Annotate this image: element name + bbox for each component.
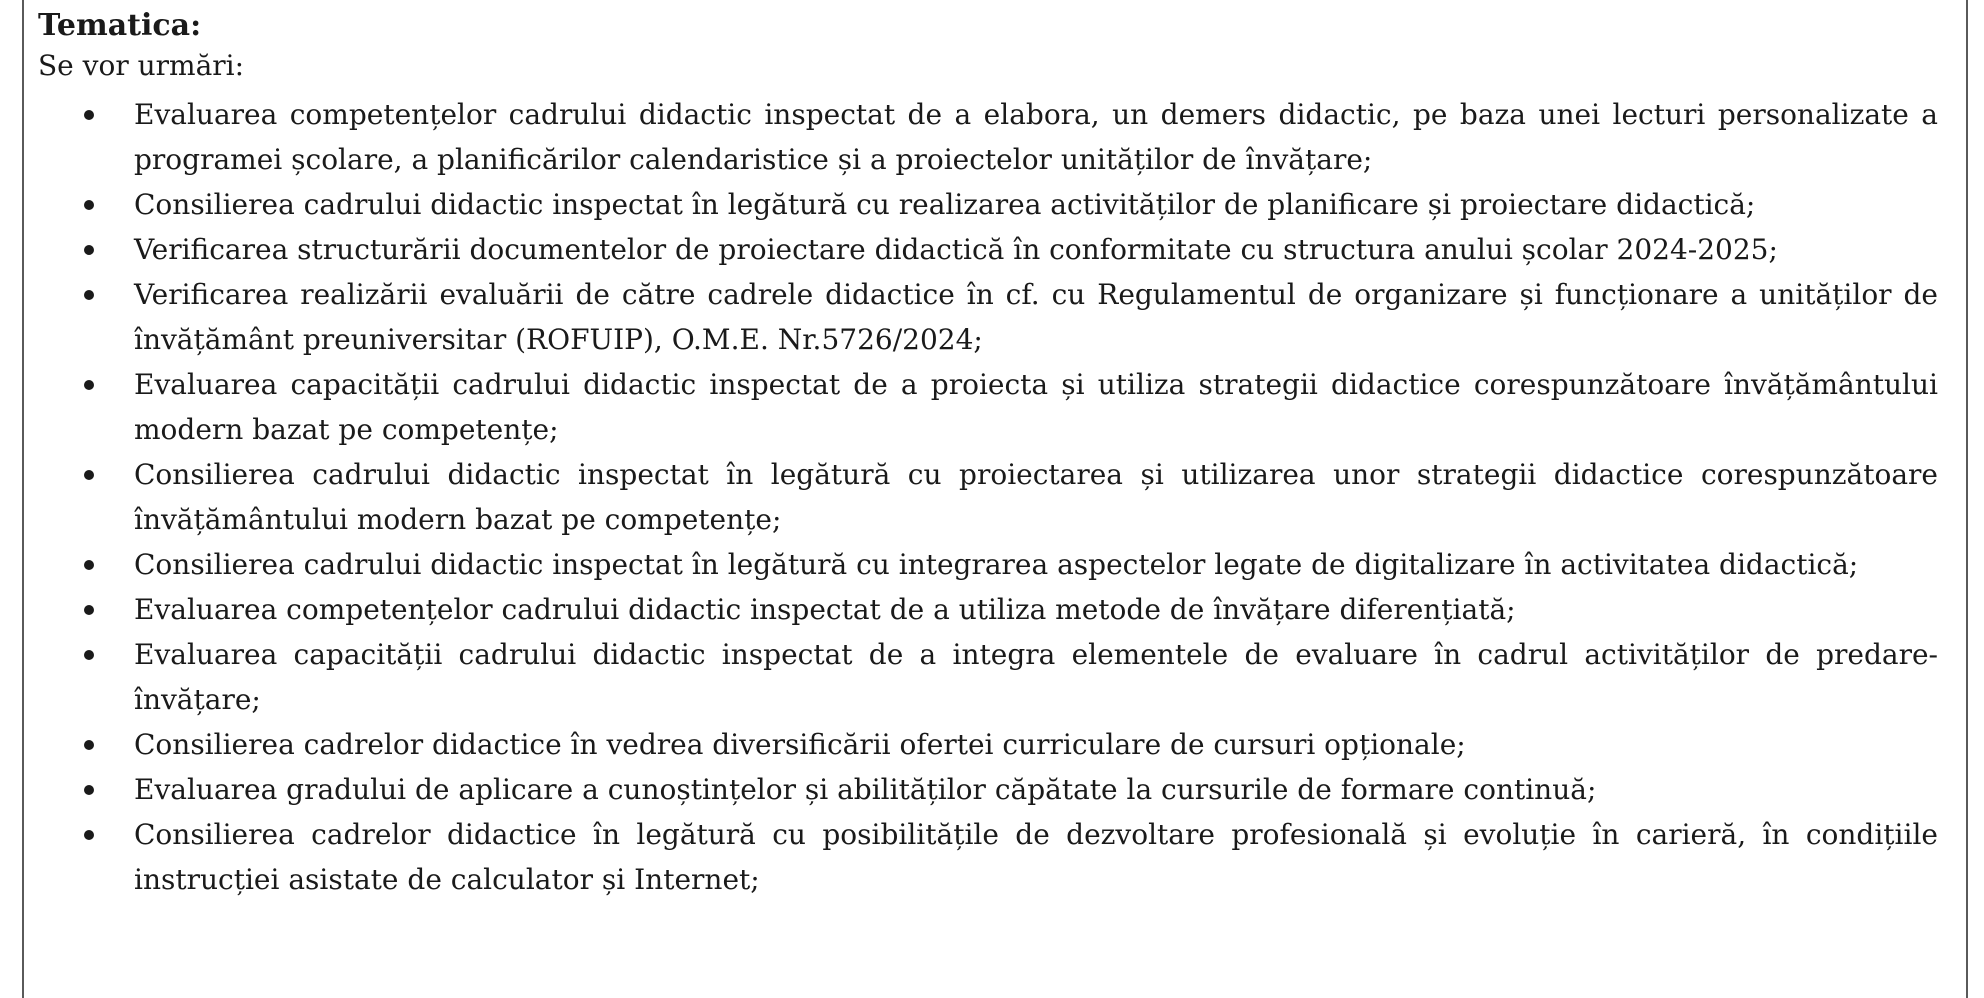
- section-heading: Tematica:: [38, 8, 202, 43]
- list-item: [38, 92, 1938, 182]
- list-item-text: Verificarea realizării evaluării de către cadrele didactice în cf. cu Regulamentul de organizare și funcționare a unităților de învățământ preuniversitar (ROFUIP), O.M.E. Nr.5726/2024;: [134, 278, 1938, 356]
- bullet-icon: [84, 110, 94, 120]
- list-item: [38, 812, 1938, 902]
- list-item: [38, 272, 1938, 362]
- list-item: [38, 362, 1938, 452]
- list-item: [38, 767, 1938, 812]
- bullet-icon: [84, 740, 94, 750]
- bullet-icon: [84, 245, 94, 255]
- bullet-icon: [84, 290, 94, 300]
- bullet-icon: [84, 470, 94, 480]
- list-item: [38, 587, 1938, 632]
- list-item: [38, 632, 1938, 722]
- document-content: [38, 6, 1938, 902]
- list-item-text: Consilierea cadrelor didactice în vedrea diversificării ofertei curriculare de cursuri opționale;: [134, 728, 1466, 761]
- bullet-icon: [84, 605, 94, 615]
- list-item: [38, 722, 1938, 767]
- list-item-text: Consilierea cadrului didactic inspectat în legătură cu realizarea activităților de planificare și proiectare didactică;: [134, 188, 1756, 221]
- list-item: [38, 542, 1938, 587]
- bullet-icon: [84, 560, 94, 570]
- list-item: [38, 452, 1938, 542]
- list-item-text: Evaluarea gradului de aplicare a cunoștințelor și abilităților căpătate la cursurile de formare continuă;: [134, 773, 1597, 806]
- list-item-text: Evaluarea competențelor cadrului didactic inspectat de a elabora, un demers didactic, pe baza unei lecturi personalizate a programei școlare, a planificărilor calendaristice și a proiectelor unităților de învățare;: [134, 98, 1938, 176]
- list-item-text: Consilierea cadrului didactic inspectat în legătură cu integrarea aspectelor legate de digitalizare în activitatea didactică;: [134, 548, 1859, 581]
- bullet-icon: [84, 380, 94, 390]
- list-item-text: Consilierea cadrului didactic inspectat în legătură cu proiectarea și utilizarea unor strategii didactice corespunzătoare învățământului modern bazat pe competențe;: [134, 458, 1938, 536]
- bullet-icon: [84, 785, 94, 795]
- list-item: [38, 182, 1938, 227]
- topic-list: [38, 92, 1938, 902]
- list-item-text: Evaluarea competențelor cadrului didactic inspectat de a utiliza metode de învățare diferențiată;: [134, 593, 1516, 626]
- list-item-text: Consilierea cadrelor didactice în legătură cu posibilitățile de dezvoltare profesională și evoluție în carieră, în condițiile instrucției asistate de calculator și Internet;: [134, 818, 1938, 896]
- list-item-text: Evaluarea capacității cadrului didactic inspectat de a integra elementele de evaluare în cadrul activităților de predare-învățare;: [134, 638, 1938, 716]
- bullet-icon: [84, 200, 94, 210]
- bullet-icon: [84, 830, 94, 840]
- list-item-text: Evaluarea capacității cadrului didactic inspectat de a proiecta și utiliza strategii didactice corespunzătoare învățământului modern bazat pe competențe;: [134, 368, 1938, 446]
- bullet-icon: [84, 650, 94, 660]
- list-item-text: Verificarea structurării documentelor de proiectare didactică în conformitate cu structura anului școlar 2024-2025;: [134, 233, 1778, 266]
- list-item: [38, 227, 1938, 272]
- intro-text: Se vor urmări:: [38, 49, 245, 82]
